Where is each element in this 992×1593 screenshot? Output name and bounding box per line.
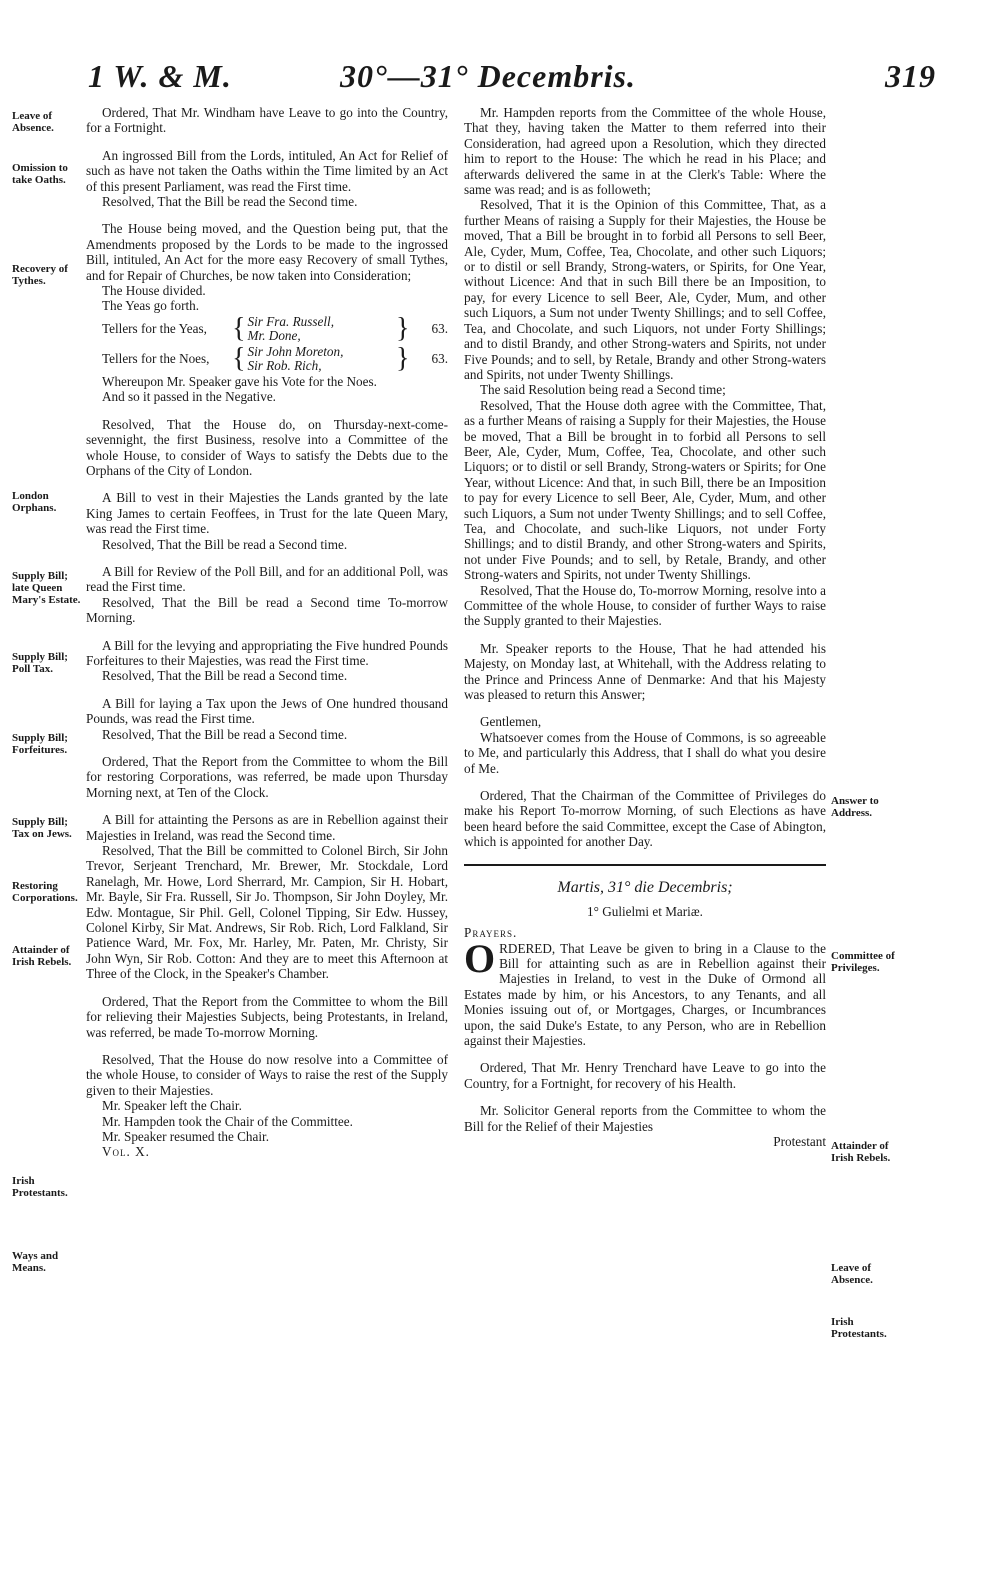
margin-note: Irish Protestants. — [831, 1316, 887, 1340]
right-column — [464, 105, 826, 1149]
margin-note: Answer to Address. — [831, 795, 879, 819]
paragraph: Resolved, That the Bill be read a Second time. — [102, 726, 348, 742]
paragraph: Mr. Hampden reports from the Committee of the whole House, That they, having taken the Matter to them referred into their Consideration, had agreed upon a Resolution, which they directed him to report to the House: The which he read in his Place; and afterwards delivered the same in at the Clerk's Table: Where the same was read; and is as followeth; — [464, 105, 826, 198]
paragraph: Ordered, That the Report from the Committee to whom the Bill for restoring Corporations, was referred, be made upon Thursday Morning next, at Ten of the Clock. — [86, 754, 448, 800]
paragraph: Resolved, That the House do now resolve into a Committee of the whole House, to consider of Ways to raise the rest of the Supply given to their Majesties. — [86, 1051, 448, 1098]
margin-note: Supply Bill; Poll Tax. — [12, 651, 68, 675]
teller-name: Sir Fra. Russell, — [247, 313, 334, 329]
teller-name: Sir Rob. Rich, — [247, 357, 322, 373]
paragraph: Gentlemen, — [480, 714, 542, 730]
margin-note: Omission to take Oaths. — [12, 162, 68, 186]
tellers-label: Tellers for the Noes, — [102, 351, 210, 367]
paragraph: Resolved, That the Bill be read a Second time. — [102, 668, 348, 684]
margin-note: London Orphans. — [12, 490, 57, 514]
paragraph: Resolved, That the House doth agree with the Committee, That, as a further Means of raising a Supply for their Majesties, the House be moved, That a Bill be brought in to forbid all Persons to sell Beer, Ale, Cyder, Mum, Coffee, Tea, Chocolate, and other such Liquors; or to distil or sell Brandy, Strong-waters or Spirits; for One Year, without Licence: And that, in such Bill, there be an Imposition to pay for every Licence to sell Beer, Ale, Cyder, Mum, and other such Liquors, a Sum not under Twenty Shillings; and to sell Coffee, Tea, and Chocolate, and such-like Liquors, not under Forty Shillings; and to distil Brandy, and other Strong-waters and Spirits, not under Five Pounds; and to sell, by Retale, Brandy, and other Strong-waters and Spirits, not under Twenty Shillings. — [464, 397, 826, 583]
drop-capital: O — [464, 935, 496, 981]
tellers-noes — [86, 344, 448, 374]
paragraph: Ordered, That the Report from the Committee to whom the Bill for relieving their Majesties Subjects, being Protestants, in Ireland, was referred, be made To-morrow Morning. — [86, 993, 448, 1040]
paragraph: Ordered, That Mr. Windham have Leave to go into the Country, for a Fortnight. — [86, 105, 448, 136]
page-number: 319 — [885, 58, 936, 94]
paragraph: Resolved, That it is the Opinion of this Committee, That, as a further Means of raising a Supply for their Majesties, the House be moved, That a Bill be brought in to forbid all Persons to sell Beer, Ale, Cyder, Mum, Coffee, Tea, Chocolate, and other such Liquors; or to distil or sell Brandy, Strong-waters, or Spirits, for One Year, without Licence: And that in such Bill there be an Imposition, to pay, for every Licence to sell Beer, Ale, Cyder, Mum, and other such Liquors, a Sum not under Twenty Shillings; and to sell Coffee, Tea, and Chocolate, and such Liquors, not under Forty Shillings; and to distil Brandy, and other Strong-waters and Spirits, not under Five Pounds; and to sell, by Retale, Brandy and other Strong-waters and Spirits, not under Twenty Shillings. — [464, 197, 826, 382]
paragraph: Resolved, That the Bill be read the Second time. — [102, 194, 358, 210]
paragraph: Whatsoever comes from the House of Commons, is so agreeable to Me, and particularly this Address, that I shall do what you desire of Me. — [464, 729, 826, 776]
margin-note: Committee of Privileges. — [831, 950, 895, 974]
teller-names — [248, 345, 394, 373]
paragraph: A Bill for laying a Tax upon the Jews of One hundred thousand Pounds, was read the First time. — [86, 695, 448, 727]
paragraph: Ordered, That the Chairman of the Committee of Privileges do make his Report To-morrow Morning, of such Elections as have been heard before the said Committee, except the Case of Abington, which is appointed for another Day. — [464, 788, 826, 850]
paragraph — [464, 935, 826, 1049]
margin-note: Supply Bill; Tax on Jews. — [12, 816, 72, 840]
paragraph: Mr. Hampden took the Chair of the Committee. — [102, 1113, 353, 1129]
paragraph: Ordered, That Mr. Henry Trenchard have Leave to go into the Country, for a Fortnight, for recovery of his Health. — [464, 1060, 826, 1091]
paragraph: Resolved, That the Bill be read a Second time To-morrow Morning. — [86, 594, 448, 626]
page-header — [0, 58, 992, 102]
vote-count: 63. — [431, 351, 448, 367]
paragraph: Whereupon Mr. Speaker gave his Vote for the Noes. — [102, 373, 377, 389]
paragraph: An ingrossed Bill from the Lords, intituled, An Act for Relief of such as have not taken the Oaths within the Time limited by an Act of this present Parliament, was read the First time. — [86, 147, 448, 194]
paragraph: Resolved, That the House do, on Thursday-next-come-sevennight, the first Business, resolve into a Committee of the whole House, to consider of Ways to satisfy the Debts due to the Orphans of the City of London. — [86, 416, 448, 478]
catchword: Protestant — [773, 1133, 826, 1149]
margin-note: Supply Bill; Forfeitures. — [12, 732, 68, 756]
brace-icon: } — [395, 312, 410, 344]
paragraph: Resolved, That the House do, To-morrow Morning, resolve into a Committee of the whole House, to consider of further Ways to raise the Supply granted to their Majesties. — [464, 582, 826, 629]
volume-signature: Vol. X. — [102, 1144, 150, 1160]
paragraph: A Bill for Review of the Poll Bill, and for an additional Poll, was read the First time. — [86, 563, 448, 595]
brace-icon: } — [395, 342, 410, 374]
margin-note: Leave of Absence. — [831, 1262, 873, 1286]
margin-note: Attainder of Irish Rebels. — [831, 1140, 891, 1164]
teller-names — [248, 315, 394, 343]
margin-note: Ways and Means. — [12, 1250, 59, 1274]
tellers-yeas — [86, 314, 448, 344]
brace-icon: { — [232, 342, 246, 374]
margin-note: Supply Bill; late Queen Mary's Estate. — [12, 570, 81, 606]
paragraph: A Bill for the levying and appropriating the Five hundred Pounds Forfeitures to their Majesties, was read the First time. — [86, 637, 448, 668]
paragraph: The said Resolution being read a Second time; — [480, 382, 726, 398]
sitting-date: Martis, 31° die Decembris; — [557, 878, 733, 896]
paragraph: A Bill for attainting the Persons as are in Rebellion against their Majesties in Ireland, was read the Second time. — [86, 812, 448, 843]
margin-note: Restoring Corporations. — [12, 880, 78, 904]
vote-count: 63. — [431, 321, 448, 337]
paragraph: A Bill to vest in their Majesties the Lands granted by the late King James to certain Feoffees, in Trust for the late Queen Mary, was read the First time. — [86, 490, 448, 537]
paragraph: And so it passed in the Negative. — [102, 389, 276, 405]
regnal-date: 1° Gulielmi et Mariæ. — [587, 903, 703, 919]
paragraph: Mr. Solicitor General reports from the Committee to whom the Bill for the Relief of their Majesties — [464, 1103, 826, 1134]
margin-note: Irish Protestants. — [12, 1175, 68, 1199]
paragraph: Resolved, That the Bill be committed to Colonel Birch, Sir John Trevor, Serjeant Trenchard, Mr. Brewer, Mr. Stockdale, Lord Ranelagh, Mr. Howe, Lord Sherrard, Mr. Campion, Sir H. Hobart, Mr. Bayle, Sir Fra. Russell, Sir Jo. Thompson, Sir John Doyley, Mr. Edw. Montague, Sir Phil. Gell, Colonel Tipping, Sir Edw. Hussey, Colonel Kirby, Sir Mat. Andrews, Sir Rob. Rich, Lord Falkland, Sir Patience Ward, Mr. Fox, Mr. Harley, Mr. Paten, Mr. Christy, Sir John Wyn, Sir Rob. Cotton: And they are to meet this Afternoon at Three of the Clock, in the Speaker's Chamber. — [86, 843, 448, 982]
date-heading: 30°—31° Decembris. — [340, 58, 636, 94]
paragraph: Mr. Speaker left the Chair. — [102, 1098, 242, 1114]
paragraph-text: RDERED, That Leave be given to bring in a Clause to the Bill for attainting such as are in Rebellion against their Majesties in Ireland, to vest in the Duke of Ormond all Estates made by him, or his Ancestors, to any Tenants, and all Monies issuing out of, or Mortgages, Charges, or Incumbrances upon, the said Duke's Estate, to any Person, who are in Rebellion against their Majesties. — [464, 940, 826, 1048]
margin-note: Leave of Absence. — [12, 110, 54, 134]
regnal-year: 1 W. & M. — [88, 58, 232, 94]
margin-note: Attainder of Irish Rebels. — [12, 944, 72, 968]
paragraph: Mr. Speaker resumed the Chair. — [102, 1128, 269, 1144]
section-divider — [464, 864, 826, 866]
brace-icon: { — [232, 312, 246, 344]
teller-name: Mr. Done, — [247, 327, 301, 343]
paragraph: The House being moved, and the Question being put, that the Amendments proposed by the Lords to be made to the ingrossed Bill, intituled, An Act for the more easy Recovery of small Tythes, and for Repair of Churches, be now taken into Consideration; — [86, 221, 448, 283]
tellers-label: Tellers for the Yeas, — [102, 321, 207, 337]
paragraph: Resolved, That the Bill be read a Second time. — [102, 536, 348, 552]
paragraph: The House divided. — [102, 283, 206, 299]
left-column — [86, 105, 448, 1160]
paragraph: Mr. Speaker reports to the House, That he had attended his Majesty, on Monday last, at Whitehall, with the Address relating to the Prince and Princess Anne of Denmarke: And that his Majesty was pleased to return this Answer; — [464, 640, 826, 703]
prayers-heading: Prayers. — [464, 925, 518, 941]
margin-note: Recovery of Tythes. — [12, 263, 68, 287]
paragraph: The Yeas go forth. — [102, 298, 200, 314]
teller-name: Sir John Moreton, — [247, 343, 344, 359]
